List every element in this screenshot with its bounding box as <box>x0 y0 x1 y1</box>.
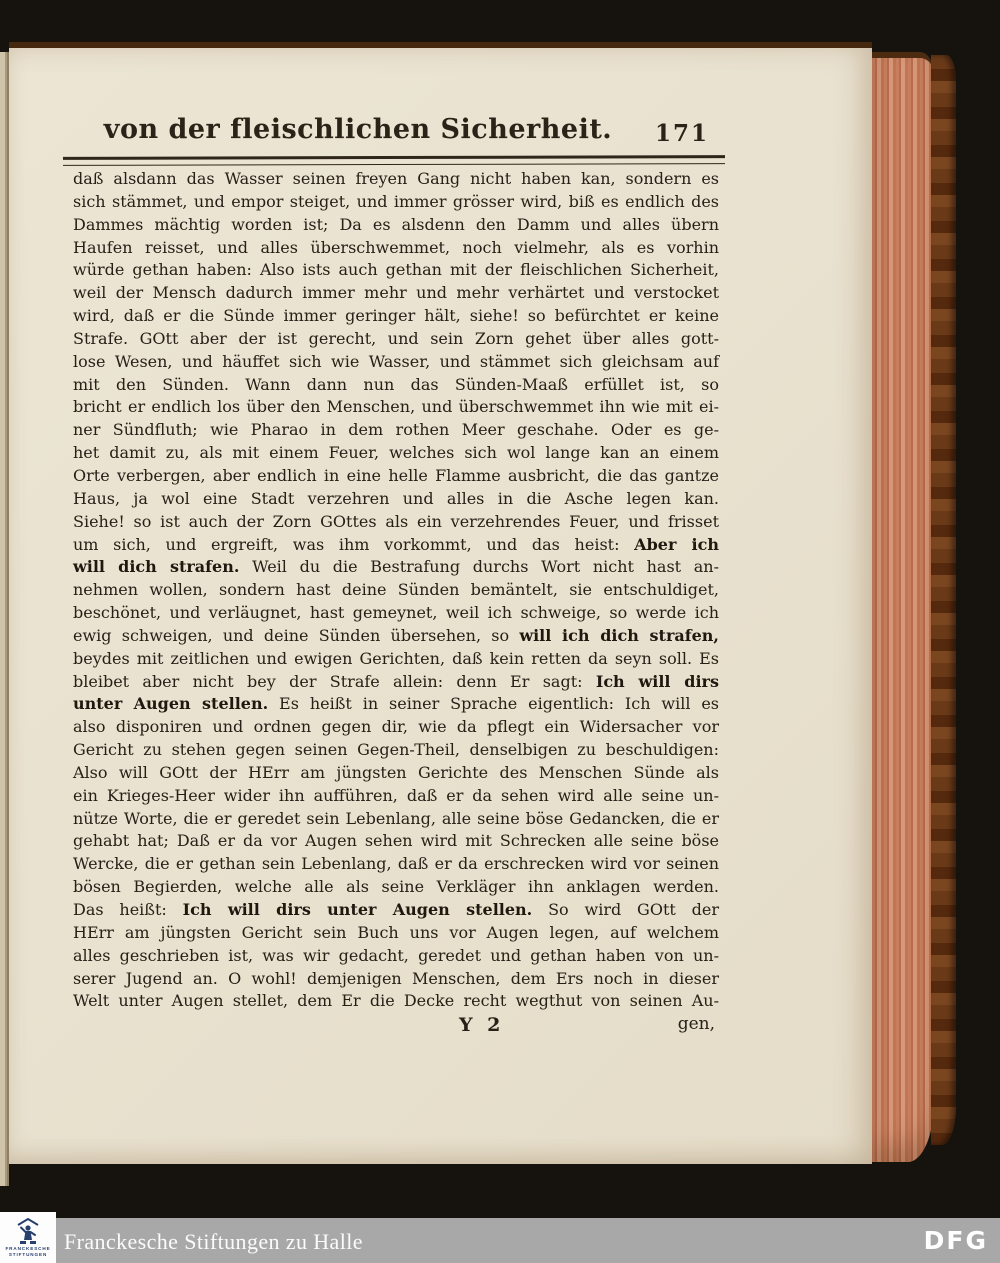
text-block <box>73 168 719 1013</box>
text-line <box>73 693 719 716</box>
institution-logo-caption <box>5 1246 50 1257</box>
emphasized-text: Ich will dirs unter Augen stellen. <box>182 900 533 919</box>
signature-row <box>73 1014 719 1040</box>
text-line: Also will GOtt der HErr am jüngsten Gerichte des Menschen Sünde als <box>73 762 719 782</box>
text-line: Welt unter Augen stellet, dem Er die Decke recht wegthut von seinen Au- <box>73 991 719 1011</box>
running-header-title: von der fleischlichen Sicherheit. <box>103 114 613 145</box>
institution-logo-icon <box>16 1218 40 1244</box>
page-surface <box>9 48 872 1164</box>
text-line: het damit zu, als mit einem Feuer, welches sich wol lange kan an einem <box>73 443 719 463</box>
text-line: Wercke, die er gethan sein Lebenlang, daß er da erschrecken wird vor seinen <box>73 854 719 874</box>
body-text: ewig schweigen, und deine Sünden übersehen, so <box>73 625 520 645</box>
text-line: HErr am jüngsten Gericht sein Buch uns vor Augen legen, auf welchem <box>73 922 719 942</box>
emphasized-text: will ich dich strafen, <box>519 625 720 645</box>
text-line: mit den Sünden. Wann dann nun das Sünden-Maaß erfüllet ist, so <box>73 374 719 394</box>
book-page <box>9 42 872 1164</box>
catchword: gen, <box>677 1014 715 1034</box>
text-line: Haufen reisset, und alles überschwemmet, noch vielmehr, als es vorhin <box>73 237 719 257</box>
text-line: Siehe! so ist auch der Zorn GOttes als ein verzehrendes Feuer, und frisset <box>73 511 719 531</box>
page-header <box>63 114 723 150</box>
text-line: lose Wesen, und häuffet sich wie Wasser, und stämmet sich gleichsam auf <box>73 351 719 371</box>
text-line: gehabt hat; Daß er da vor Augen sehen wird mit Schrecken alle seine böse <box>73 831 719 851</box>
body-text: Das heißt: <box>73 900 183 919</box>
text-line: also disponiren und ordnen gegen dir, wie da pflegt ein Widersacher vor <box>73 717 719 737</box>
text-line: würde gethan haben: Also ists auch gethan mit der fleischlichen Sicherheit, <box>73 260 719 280</box>
text-line <box>73 625 719 648</box>
text-line: bricht er endlich los über den Menschen, und überschwemmet ihn wie mit ei- <box>73 397 719 417</box>
text-line: beschönet, und verläugnet, hast gemeynet, weil ich schweige, so werde ich <box>73 603 719 623</box>
text-line: alles geschrieben ist, was wir gedacht, geredet und gethan haben von un- <box>73 945 719 965</box>
text-line: ein Krieges-Heer wider ihn aufführen, daß er da sehen wird alle seine un- <box>73 785 719 805</box>
header-rule <box>63 155 725 166</box>
text-line <box>73 899 719 922</box>
text-line: daß alsdann das Wasser seinen freyen Gang nicht haben kan, sondern es <box>73 169 719 188</box>
franckesche-stiftungen-logo <box>0 1212 56 1263</box>
signature-mark: Y 2 <box>459 1014 505 1036</box>
book-cover-edge <box>931 55 956 1145</box>
text-line: Strafe. GOtt aber der ist gerecht, und sein Zorn gehet über alles gott- <box>73 328 719 348</box>
left-page-edge <box>0 52 9 1186</box>
text-line: Dammes mächtig worden ist; Da es alsdenn den Damm und alles übern <box>73 214 719 234</box>
text-line: nehmen wollen, sondern hast deine Sünden bemäntelt, sie entschuldiget, <box>73 580 719 600</box>
page-number: 171 <box>654 120 709 147</box>
text-line: ner Sündfluth; wie Pharao in dem rothen Meer geschahe. Oder es ge- <box>73 420 719 440</box>
footer-bar <box>0 1218 1000 1263</box>
text-line: bösen Begierden, welche alle als seine Verkläger ihn anklagen werden. <box>73 877 719 897</box>
body-text: bleibet aber nicht bey der Strafe allein: denn Er sagt: <box>73 671 596 691</box>
text-line: Orte verbergen, aber endlich in eine helle Flamme ausbricht, die das gantze <box>73 465 719 485</box>
text-line <box>73 556 719 579</box>
text-line: wird, daß er die Sünde immer geringer hält, siehe! so befürchtet er keine <box>73 306 719 326</box>
emphasized-text: will dich strafen. <box>73 557 240 577</box>
logo-caption-line2: STIFTUNGEN <box>8 1251 48 1257</box>
emphasized-text: unter Augen stellen. <box>73 694 269 714</box>
book-fore-edge <box>872 52 934 1162</box>
text-line: nütze Worte, die er geredet sein Lebenlang, alle seine böse Gedancken, die er <box>73 808 719 828</box>
text-line <box>73 534 719 557</box>
body-text: Weil du die Bestrafung durchs Wort nicht hast an- <box>239 557 719 577</box>
text-line: beydes mit zeitlichen und ewigen Gerichten, daß kein retten da seyn soll. Es <box>73 648 719 668</box>
text-line: serer Jugend an. O wohl! demjenigen Menschen, dem Ers noch in dieser <box>73 968 719 988</box>
emphasized-text: Aber ich <box>634 534 720 554</box>
dfg-logo: DFG <box>923 1226 988 1255</box>
text-line: Gericht zu stehen gegen seinen Gegen-Theil, denselbigen zu beschuldigen: <box>73 740 719 760</box>
institution-name: Franckesche Stiftungen zu Halle <box>64 1229 363 1254</box>
text-line <box>73 671 719 694</box>
body-text: Es heißt in seiner Sprache eigentlich: Ich will es <box>268 694 720 714</box>
body-text: So wird GOtt der <box>532 900 719 919</box>
text-line: weil der Mensch dadurch immer mehr und mehr verhärtet und verstocket <box>73 283 719 303</box>
logo-caption-line1: FRANCKESCHE <box>5 1246 51 1252</box>
text-line: Haus, ja wol eine Stadt verzehren und alles in die Asche legen kan. <box>73 488 719 508</box>
text-line: sich stämmet, und empor steiget, und immer grösser wird, biß es endlich des <box>73 191 719 211</box>
emphasized-text: Ich will dirs <box>595 671 719 691</box>
body-text: um sich, und ergreift, was ihm vorkommt, und das heist: <box>73 534 635 554</box>
